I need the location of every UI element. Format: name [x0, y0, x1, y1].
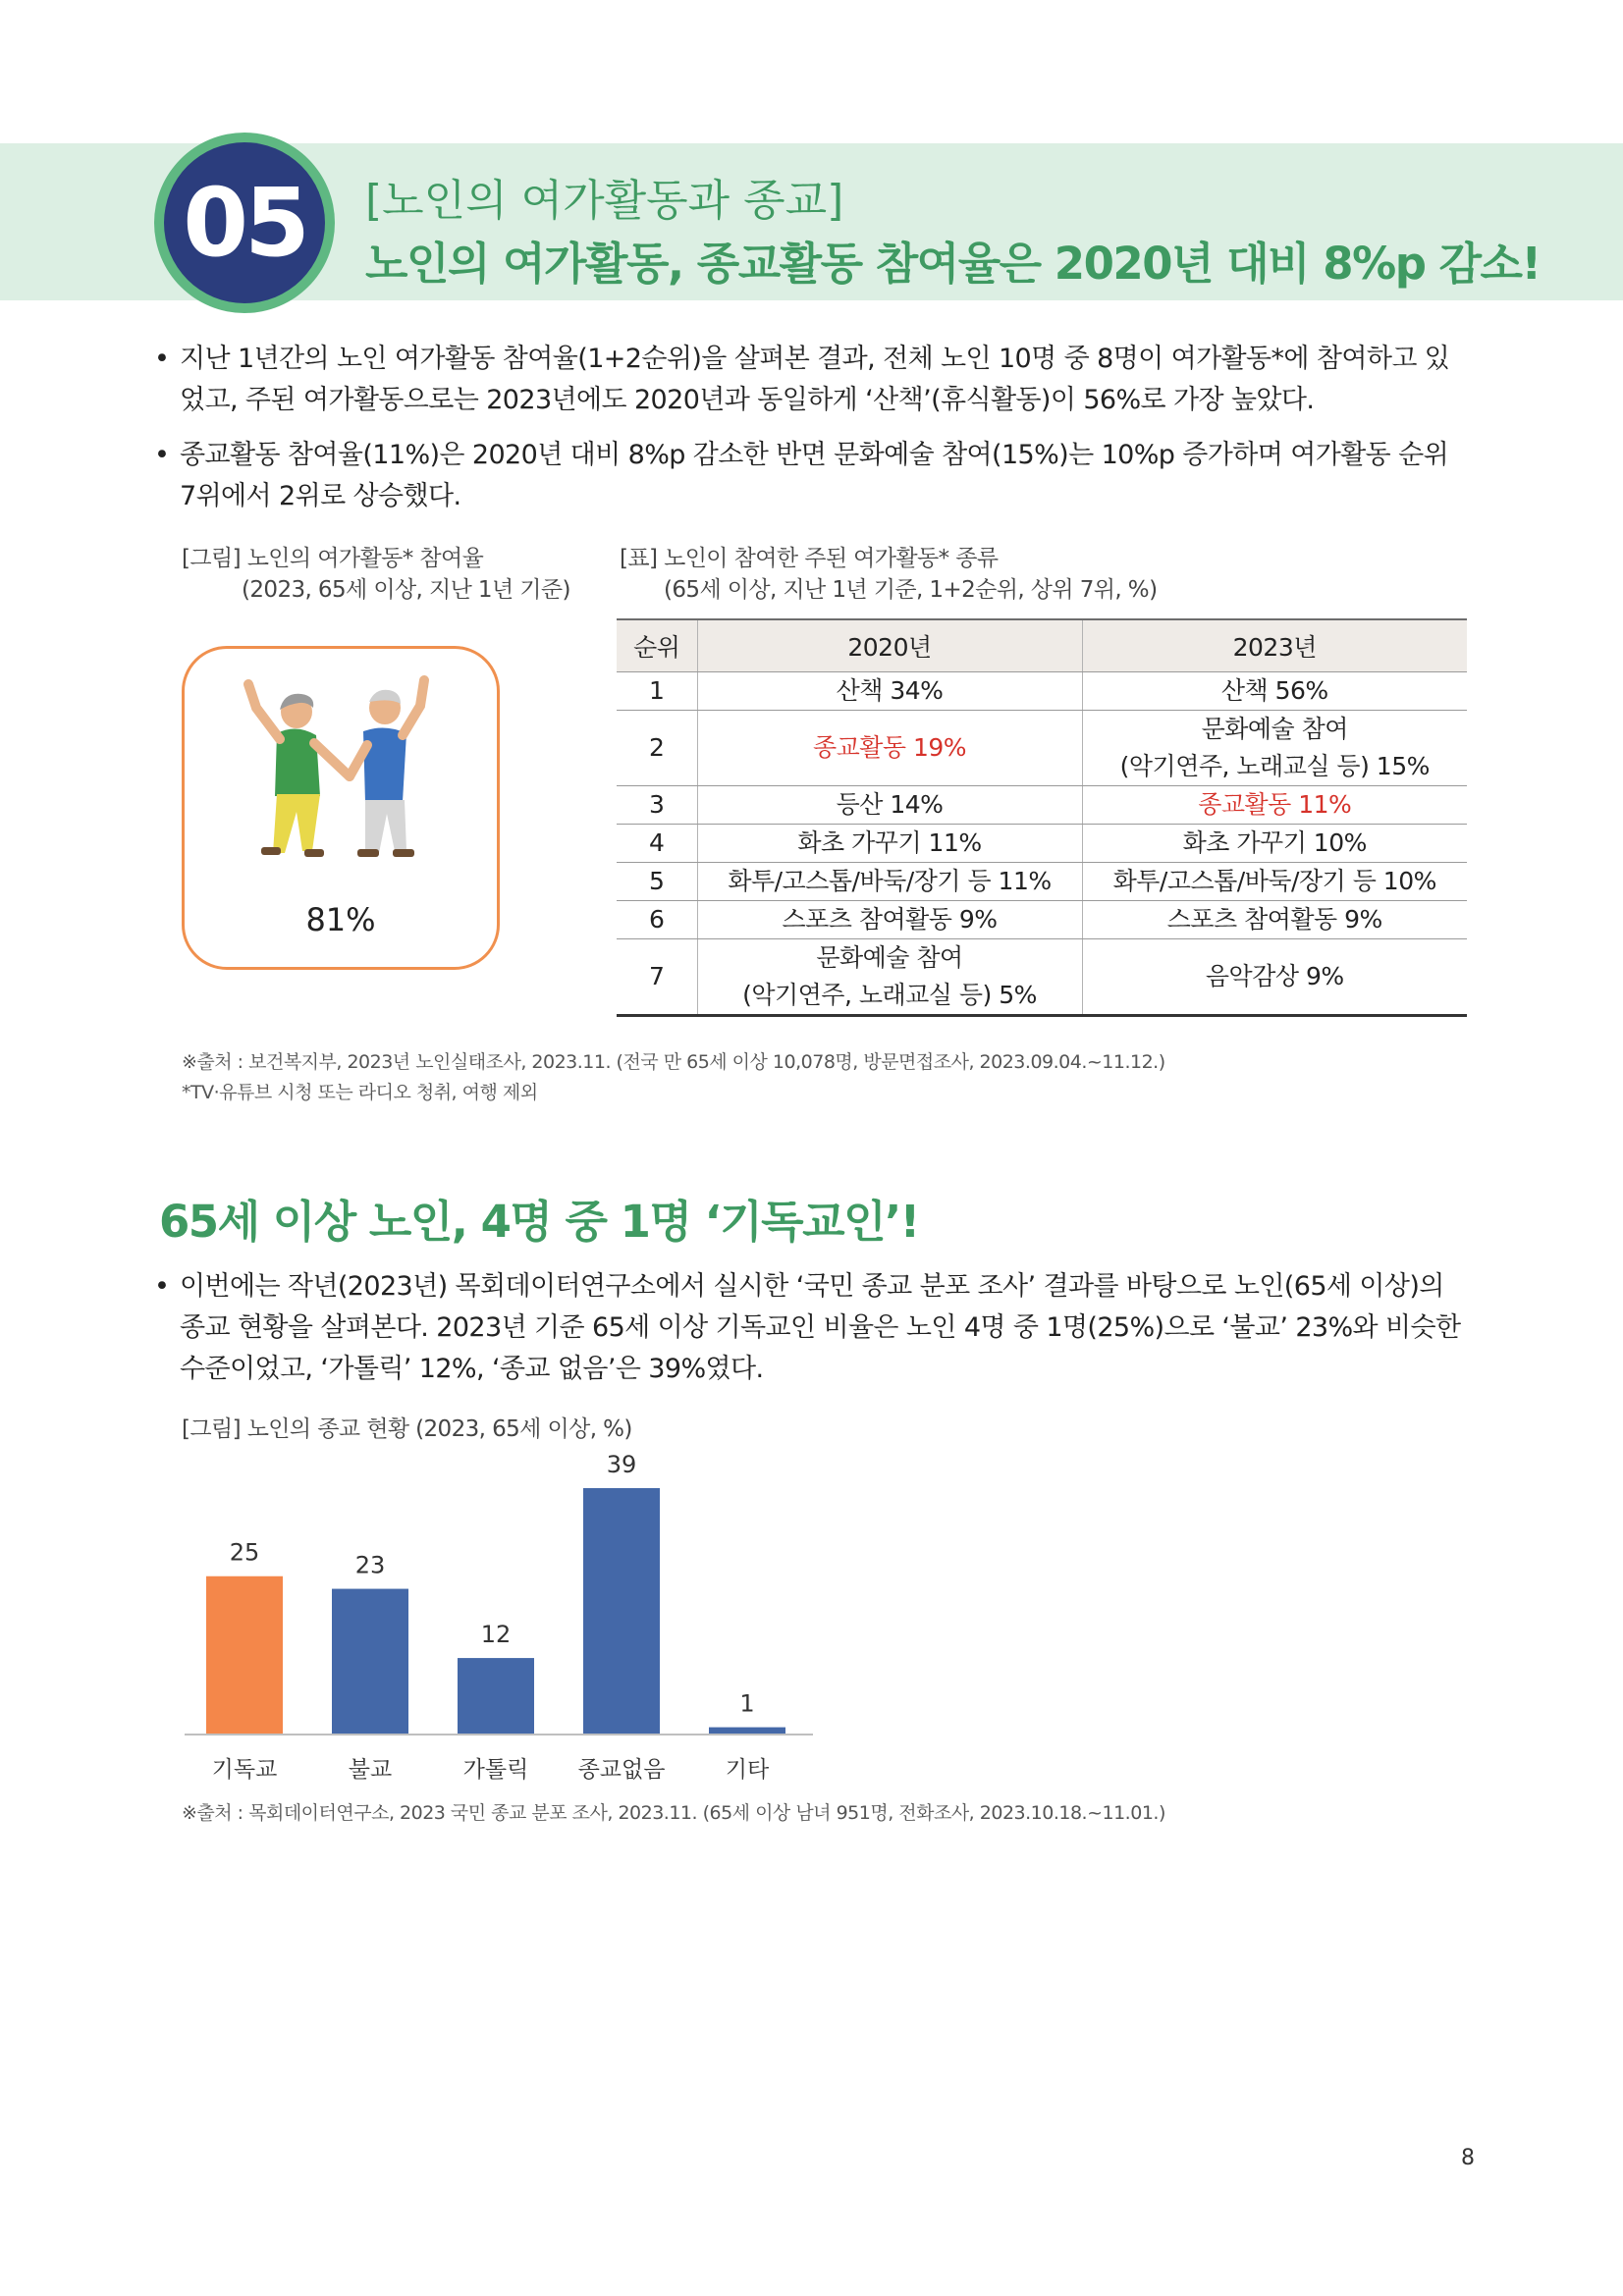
- rank-cell: 2: [617, 711, 697, 786]
- bar: [206, 1576, 283, 1734]
- paragraph-line: 종교 현황을 살펴본다. 2023년 기준 65세 이상 기독교인 비율은 노인 4명 중 1명(25%)으로 ‘불교’ 23%와 비슷한: [180, 1312, 1461, 1343]
- paragraph-line: 수준이었고, ‘가톨릭’ 12%, ‘종교 없음’은 39%였다.: [180, 1354, 764, 1384]
- rank-cell: 6: [617, 901, 697, 939]
- cell-2023: 화투/고스톱/바둑/장기 등 10%: [1082, 863, 1467, 901]
- cell-2020: [697, 939, 1082, 1016]
- bullet-dot-icon: •: [154, 1271, 170, 1302]
- table-row: [617, 901, 1467, 939]
- category-label: 기독교: [211, 1757, 278, 1783]
- data-label: 1: [739, 1689, 755, 1718]
- data-label: 39: [606, 1453, 637, 1478]
- cell-2020: 스포츠 참여활동 9%: [697, 901, 1082, 939]
- cell-line: (악기연주, 노래교실 등) 5%: [742, 981, 1037, 1009]
- bar: [709, 1728, 785, 1734]
- cell-2023: 산책 56%: [1082, 672, 1467, 711]
- table-row: [617, 825, 1467, 863]
- cell-2023: [1082, 711, 1467, 786]
- data-label: 23: [354, 1551, 386, 1579]
- paragraph-3: [180, 1266, 1476, 1390]
- cell-line: 문화예술 참여: [816, 943, 963, 972]
- cell-2020: 등산 14%: [697, 786, 1082, 825]
- seniors-handshake-icon: [236, 672, 442, 879]
- participation-rate: 81%: [305, 901, 376, 938]
- table-row: [617, 939, 1467, 1016]
- cell-2020: 화투/고스톱/바둑/장기 등 11%: [697, 863, 1082, 901]
- cell-2023: 음악감상 9%: [1082, 939, 1467, 1016]
- section-title: 노인의 여가활동, 종교활동 참여율은 2020년 대비 8%p 감소!: [365, 238, 1541, 290]
- rank-cell: 5: [617, 863, 697, 901]
- table-row: [617, 863, 1467, 901]
- paragraph-line: 었고, 주된 여가활동으로는 2023년에도 2020년과 동일하게 ‘산책’(휴식활동)이 56%로 가장 높았다.: [180, 385, 1315, 415]
- figure-caption: [그림] 노인의 여가활동* 참여율: [182, 546, 484, 571]
- table-caption-sub: (65세 이상, 지난 1년 기준, 1+2순위, 상위 7위, %): [664, 577, 1158, 603]
- leisure-ranking-table: [617, 618, 1467, 1017]
- cell-2023-highlight: 종교활동 11%: [1082, 786, 1467, 825]
- paragraph-line: 지난 1년간의 노인 여가활동 참여율(1+2순위)을 살펴본 결과, 전체 노인 10명 중 8명이 여가활동*에 참여하고 있: [180, 344, 1450, 374]
- source-note: ※출처 : 보건복지부, 2023년 노인실태조사, 2023.11. (전국 만 65세 이상 10,078명, 방문면접조사, 2023.09.04.~11.12.): [182, 1051, 1165, 1073]
- header-2020: 2020년: [697, 619, 1082, 672]
- table-header-row: [617, 619, 1467, 672]
- header-rank: 순위: [617, 619, 697, 672]
- cell-2023: 화초 가꾸기 10%: [1082, 825, 1467, 863]
- cell-line: 문화예술 참여: [1201, 715, 1348, 743]
- source-note: ※출처 : 목회데이터연구소, 2023 국민 종교 분포 조사, 2023.11. (65세 이상 남녀 951명, 전화조사, 2023.10.18.~11.01.): [182, 1802, 1165, 1824]
- bullet-dot-icon: •: [154, 440, 170, 470]
- paragraph-line: 종교활동 참여율(11%)은 2020년 대비 8%p 감소한 반면 문화예술 참여(15%)는 10%p 증가하며 여가활동 순위: [180, 440, 1449, 470]
- header-2023: 2023년: [1082, 619, 1467, 672]
- table-row: [617, 711, 1467, 786]
- section-number-badge: 05: [164, 142, 325, 303]
- bar: [458, 1658, 534, 1734]
- cell-2020: 화초 가꾸기 11%: [697, 825, 1082, 863]
- page-number: 8: [1461, 2146, 1475, 2170]
- category-label: 종교없음: [577, 1757, 666, 1783]
- figure-caption-sub: (2023, 65세 이상, 지난 1년 기준): [242, 577, 570, 603]
- rank-cell: 1: [617, 672, 697, 711]
- data-label: 25: [229, 1538, 260, 1567]
- table-row: [617, 672, 1467, 711]
- rank-cell: 3: [617, 786, 697, 825]
- section2-title: 65세 이상 노인, 4명 중 1명 ‘기독교인’!: [159, 1196, 919, 1248]
- cell-2020-highlight: 종교활동 19%: [697, 711, 1082, 786]
- section-subtitle: [노인의 여가활동과 종교]: [365, 176, 844, 226]
- cell-line: (악기연주, 노래교실 등) 15%: [1119, 752, 1430, 780]
- paragraph-line: 이번에는 작년(2023년) 목회데이터연구소에서 실시한 ‘국민 종교 분포 조사’ 결과를 바탕으로 노인(65세 이상)의: [180, 1271, 1444, 1302]
- paragraph-line: 7위에서 2위로 상승했다.: [180, 481, 461, 511]
- category-label: 불교: [348, 1757, 393, 1783]
- cell-2020: 산책 34%: [697, 672, 1082, 711]
- paragraph-2: [180, 435, 1476, 517]
- bullet-dot-icon: •: [154, 344, 170, 374]
- rank-cell: 7: [617, 939, 697, 1016]
- chart-caption: [그림] 노인의 종교 현황 (2023, 65세 이상, %): [182, 1416, 632, 1442]
- footnote: *TV·유튜브 시청 또는 라디오 청취, 여행 제외: [182, 1082, 538, 1103]
- category-label: 기타: [725, 1757, 770, 1783]
- data-label: 12: [480, 1621, 512, 1649]
- bar: [332, 1589, 408, 1734]
- rank-cell: 4: [617, 825, 697, 863]
- religion-bar-chart: [177, 1453, 825, 1787]
- category-label: 가톨릭: [462, 1757, 529, 1783]
- bar: [583, 1488, 660, 1734]
- table-row: [617, 786, 1467, 825]
- table-caption: [표] 노인이 참여한 주된 여가활동* 종류: [620, 546, 999, 571]
- cell-2023: 스포츠 참여활동 9%: [1082, 901, 1467, 939]
- paragraph-1: [180, 339, 1476, 421]
